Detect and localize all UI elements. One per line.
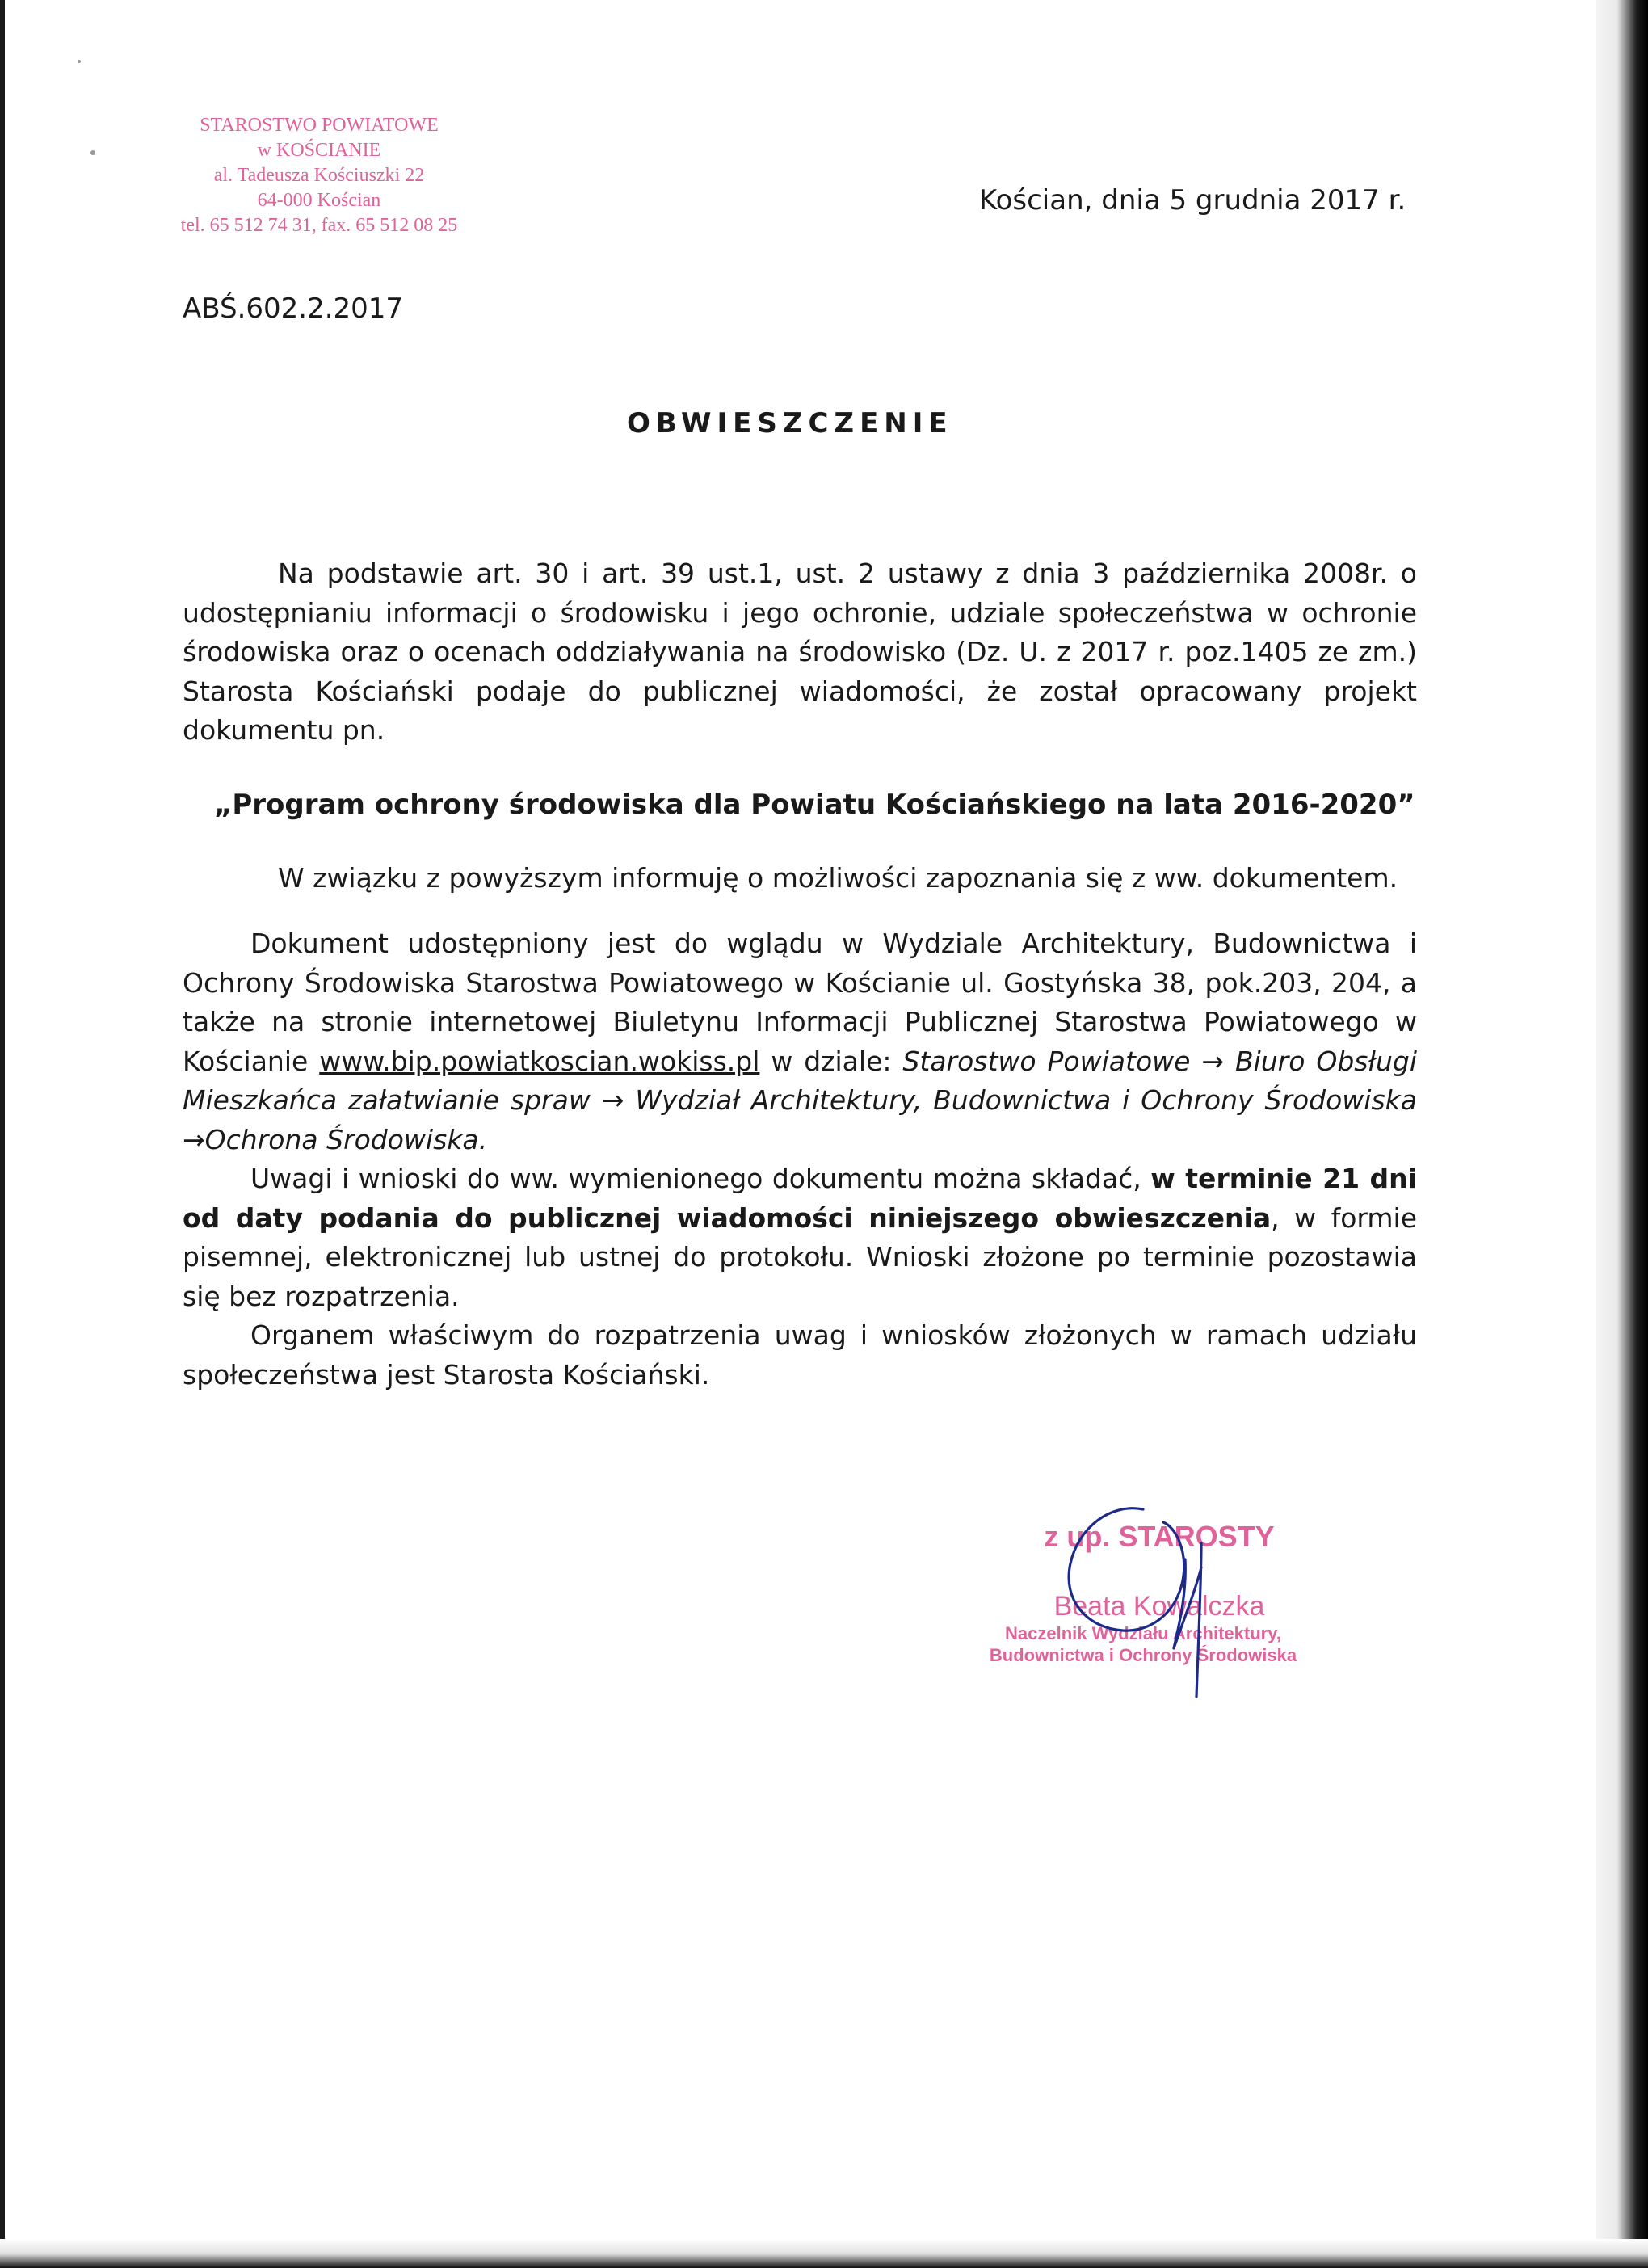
- arrow-icon: →: [1201, 1045, 1225, 1077]
- authority-paragraph: Organem właściwym do rozpatrzenia uwag i wniosków złożonych w ramach udziału społeczeństwa jest Starosta Kościański.: [183, 1319, 1417, 1391]
- stamp-line-office: STAROSTWO POWIATOWE: [200, 115, 439, 136]
- place-and-date: Kościan, dnia 5 grudnia 2017 r.: [979, 184, 1406, 217]
- stamp-line-phone: tel. 65 512 74 31, fax. 65 512 08 25: [180, 215, 458, 236]
- stamp-role-line2: Budownictwa i Ochrony Środowiska: [989, 1645, 1297, 1665]
- path-starostwo: Starostwo Powiatowe: [902, 1045, 1191, 1077]
- availability-text: Dokument udostępniony jest do wglądu w Wydziale Architektury, Budownictwa i Ochrony Środowiska Starostwa Powiatowego w Kościanie ul. Gostyńska 38, pok.203, 204, a także na stronie internetowej Biuletynu Informacji Publicznej Starostwa Powiatowego w Kościanie: [183, 928, 1417, 1077]
- deadline-text: w terminie 21 dni od daty podania do publicznej wiadomości niniejszego obwieszczenia: [183, 1163, 1417, 1234]
- arrow-icon: →: [183, 1123, 205, 1155]
- reference-number: ABŚ.602.2.2017: [183, 292, 404, 325]
- scan-speck: [90, 150, 95, 155]
- remarks-form-text: , w formie pisemnej, elektronicznej lub ustnej do protokołu. Wnioski złożone po terminie pozostawia się bez rozpatrzenia.: [183, 1201, 1417, 1312]
- stamp-signatory-name: Beata Kowalczka: [1053, 1591, 1265, 1622]
- stamp-line-street: al. Tadeusza Kościuszki 22: [213, 165, 425, 186]
- scan-border-left: [0, 0, 5, 2268]
- path-wydzial: Wydział Architektury, Budownictwa i Ochrony Środowiska: [635, 1084, 1417, 1116]
- bip-link[interactable]: www.bip.powiatkoscian.wokiss.pl: [319, 1045, 760, 1077]
- information-paragraph: W związku z powyższym informuję o możliwości zapoznania się z ww. dokumentem.: [278, 862, 1398, 894]
- program-title: „Program ochrony środowiska dla Powiatu Kościańskiego na lata 2016-2020”: [214, 789, 1415, 821]
- legal-basis-paragraph: Na podstawie art. 30 i art. 39 ust.1, ust. 2 ustawy z dnia 3 października 2008r. o udostępnianiu informacji o środowisku i jego ochronie, udziale społeczeństwa w ochronie środowiska oraz o ocenach oddziaływania na środowisko (Dz. U. z 2017 r. poz.1405 ze zm.) Starosta Kościański podaje do publicznej wiadomości, że został opracowany projekt dokumentu pn.: [183, 558, 1417, 746]
- scan-border-bottom: [0, 2239, 1648, 2268]
- availability-paragraph: [183, 924, 1417, 1159]
- stamp-line-town: w KOŚCIANIE: [257, 140, 381, 161]
- path-biuro: Biuro Obsługi Mieszkańca załatwianie spraw: [183, 1045, 1417, 1116]
- stamp-role-line1: Naczelnik Wydziału Architektury,: [1005, 1623, 1281, 1643]
- remarks-text: Uwagi i wnioski do ww. wymienionego dokumentu można składać,: [250, 1163, 1151, 1194]
- office-header-stamp: [137, 113, 501, 238]
- stamp-on-behalf: z up. STAROSTY: [1044, 1520, 1275, 1553]
- remarks-paragraph: [183, 1159, 1417, 1316]
- details-section: [183, 924, 1417, 1395]
- section-label: w dziale:: [759, 1045, 903, 1077]
- handwritten-signature: [1014, 1487, 1272, 1713]
- path-ochrona: Ochrona Środowiska.: [204, 1123, 488, 1155]
- stamp-line-postcode: 64-000 Kościan: [257, 190, 381, 211]
- scan-border-right: [1596, 0, 1648, 2268]
- scan-speck: [78, 60, 81, 63]
- document-title: OBWIESZCZENIE: [627, 407, 953, 440]
- arrow-icon: →: [601, 1084, 624, 1116]
